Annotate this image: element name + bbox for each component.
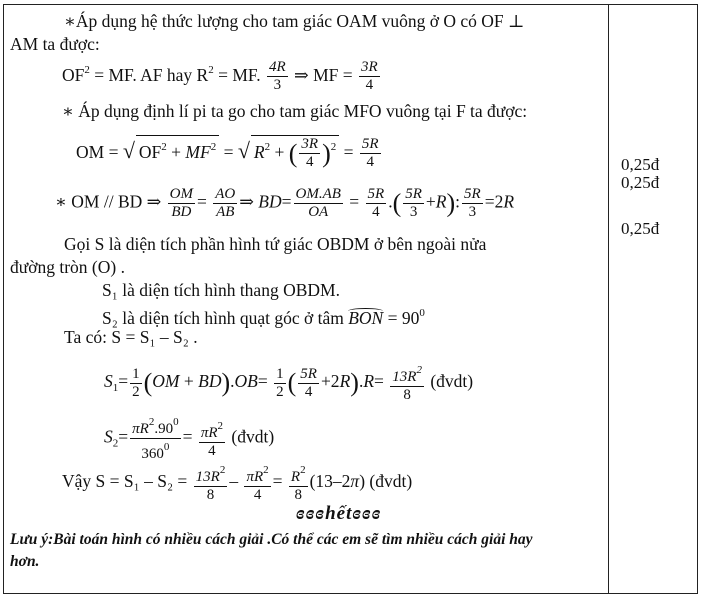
- text-line-2: AM ta được:: [10, 34, 100, 54]
- text-line-7: Gọi S là diện tích phần hình tứ giác OBDM ở bên ngoài nửa: [64, 234, 487, 254]
- formula-line-3: $OF^2$ = MF. AF hay $R^2$ = MF. $\frac{4R}{3}$ ⇒ MF = $\frac{3R}{4}$: [62, 59, 378, 94]
- text-line-8: đường tròn (O) .: [10, 257, 125, 277]
- note-line-1: Lưu ý:Bài toán hình có nhiều cách giải .Có thể các em sẽ tìm nhiều cách giải hay: [10, 531, 533, 548]
- score-3: 0,25đ: [621, 219, 660, 238]
- text-line-11: Ta có: S = S₁ – S₂ .: [64, 327, 198, 347]
- formula-line-6: ∗ OM // BD ⇒ $\frac{OM}{BD}$ = $\frac{AO}{AB}$ ⇒ BD= $\frac{OM.AB}{OA}$ = $\frac{5R}{4}$ .( $\frac{5R}{3}$ +R): $\frac{5R}{3}$ =2R: [55, 186, 515, 220]
- text-line-4: ∗ Áp dụng định lí pi ta go cho tam giác MFO vuông tại F ta được:: [62, 101, 528, 121]
- formula-conclusion: Vậy S = S₁ – S₂ = $\frac{13R^2}{8}$ – $\frac{\pi R^2}{4}$ = $\frac{R^2}{8}$ (13–2π) (đvdt): [62, 464, 413, 503]
- score-1: 0,25đ: [621, 155, 660, 174]
- formula-s1: $S_1=$ $\frac{1}{2}$ (OM + BD).OB= $\frac{1}{2}$ ( $\frac{5R}{4}$ +2R).R= $\frac{13R^2}{8}$ (đvdt): [104, 364, 474, 403]
- column-divider: [608, 4, 609, 594]
- end-mark: ɞɞɞhếtɞɞɞ: [296, 503, 382, 524]
- formula-line-5: OM = √ $OF^2 + MF^2$ = √ $R^2$ + ( $\frac{3R}{4}$ )$^2$ = $\frac{5R}{4}$: [76, 136, 379, 171]
- score-2: 0,25đ: [621, 173, 660, 192]
- text-line-10: S₂ là diện tích hình quạt góc ở tâm BON = $90^0$: [102, 307, 425, 328]
- note-line-2: hơn.: [10, 553, 40, 570]
- text-line-1: ∗Áp dụng hệ thức lượng cho tam giác OAM vuông ở O có OF ⊥: [64, 11, 525, 31]
- text-line-9: S₁ là diện tích hình thang OBDM.: [102, 280, 340, 300]
- formula-s2: $S_2=$ $\frac{\pi R^2.90^0}{360^0}$ = $\frac{\pi R^2}{4}$ (đvdt): [104, 416, 275, 462]
